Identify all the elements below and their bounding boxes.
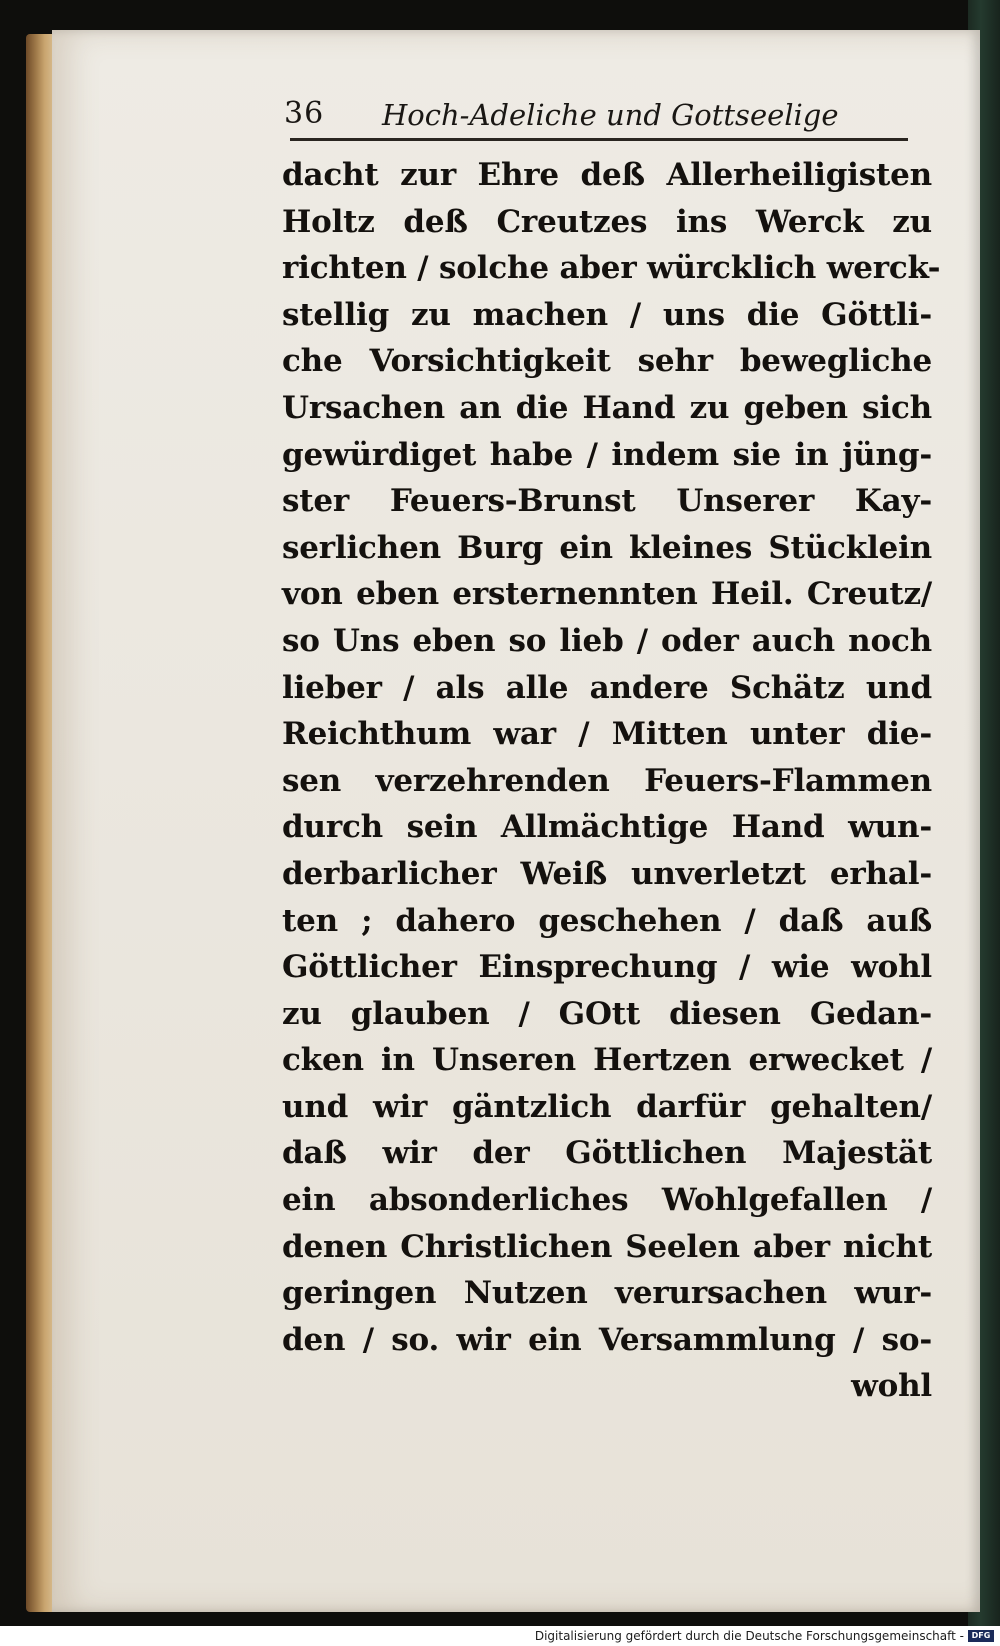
text-line: lieber / als alle andere Schätz und [282, 669, 932, 706]
text-line: ster Feuers-Brunst Unserer Kay- [282, 483, 932, 520]
text-line: so Uns eben so lieb / oder auch noch [282, 622, 932, 659]
text-line: stellig zu machen / uns die Göttli- [282, 296, 932, 333]
text-line: daß wir der Göttlichen Majestät [282, 1135, 932, 1172]
running-head: Hoch-Adeliche und Gottseelige [382, 98, 839, 132]
text-line: gewürdiget habe / indem sie in jüng- [282, 436, 932, 473]
text-line: von eben ersternennten Heil. Creutz/ [282, 576, 932, 613]
text-line: geringen Nutzen verursachen wur- [282, 1275, 932, 1312]
text-line: Ursachen an die Hand zu geben sich [282, 389, 932, 426]
text-line: serlichen Burg ein kleines Stücklein [282, 529, 932, 566]
text-line: richten / solche aber würcklich werck- [282, 250, 941, 287]
text-line: derbarlicher Weiß unverletzt erhal- [282, 855, 932, 892]
text-line: den / so. wir ein Versammlung / so- [282, 1321, 932, 1358]
text-line: Reichthum war / Mitten unter die- [282, 716, 932, 753]
text-line: und wir gäntzlich darfür gehalten/ [282, 1088, 932, 1125]
text-line: cken in Unseren Hertzen erwecket / [282, 1042, 932, 1079]
dfg-logo: DFG [968, 1630, 994, 1642]
text-line: dacht zur Ehre deß Allerheiligisten [282, 157, 932, 193]
text-line: durch sein Allmächtige Hand wun- [282, 809, 932, 846]
text-line: Holtz deß Creutzes ins Werck zu [282, 203, 932, 240]
body-text [282, 152, 941, 1410]
page-header [284, 96, 914, 144]
text-line: sen verzehrenden Feuers-Flammen [282, 762, 932, 799]
text-line: che Vorsichtigkeit sehr bewegliche [282, 343, 932, 380]
page-number: 36 [284, 96, 325, 131]
catchword: wohl [851, 1368, 932, 1405]
text-line: Göttlicher Einsprechung / wie wohl [282, 949, 932, 986]
footer-bar [0, 1626, 1000, 1646]
text-line: ten ; dahero geschehen / daß auß [282, 902, 932, 939]
funding-credit: Digitalisierung gefördert durch die Deutsche Forschungsgemeinschaft - [534, 1629, 964, 1643]
text-line: zu glauben / GOtt diesen Gedan- [282, 995, 932, 1032]
text-line: denen Christlichen Seelen aber nicht [282, 1228, 932, 1265]
header-rule [290, 138, 908, 141]
text-line: ein absonderliches Wohlgefallen / [282, 1182, 932, 1219]
